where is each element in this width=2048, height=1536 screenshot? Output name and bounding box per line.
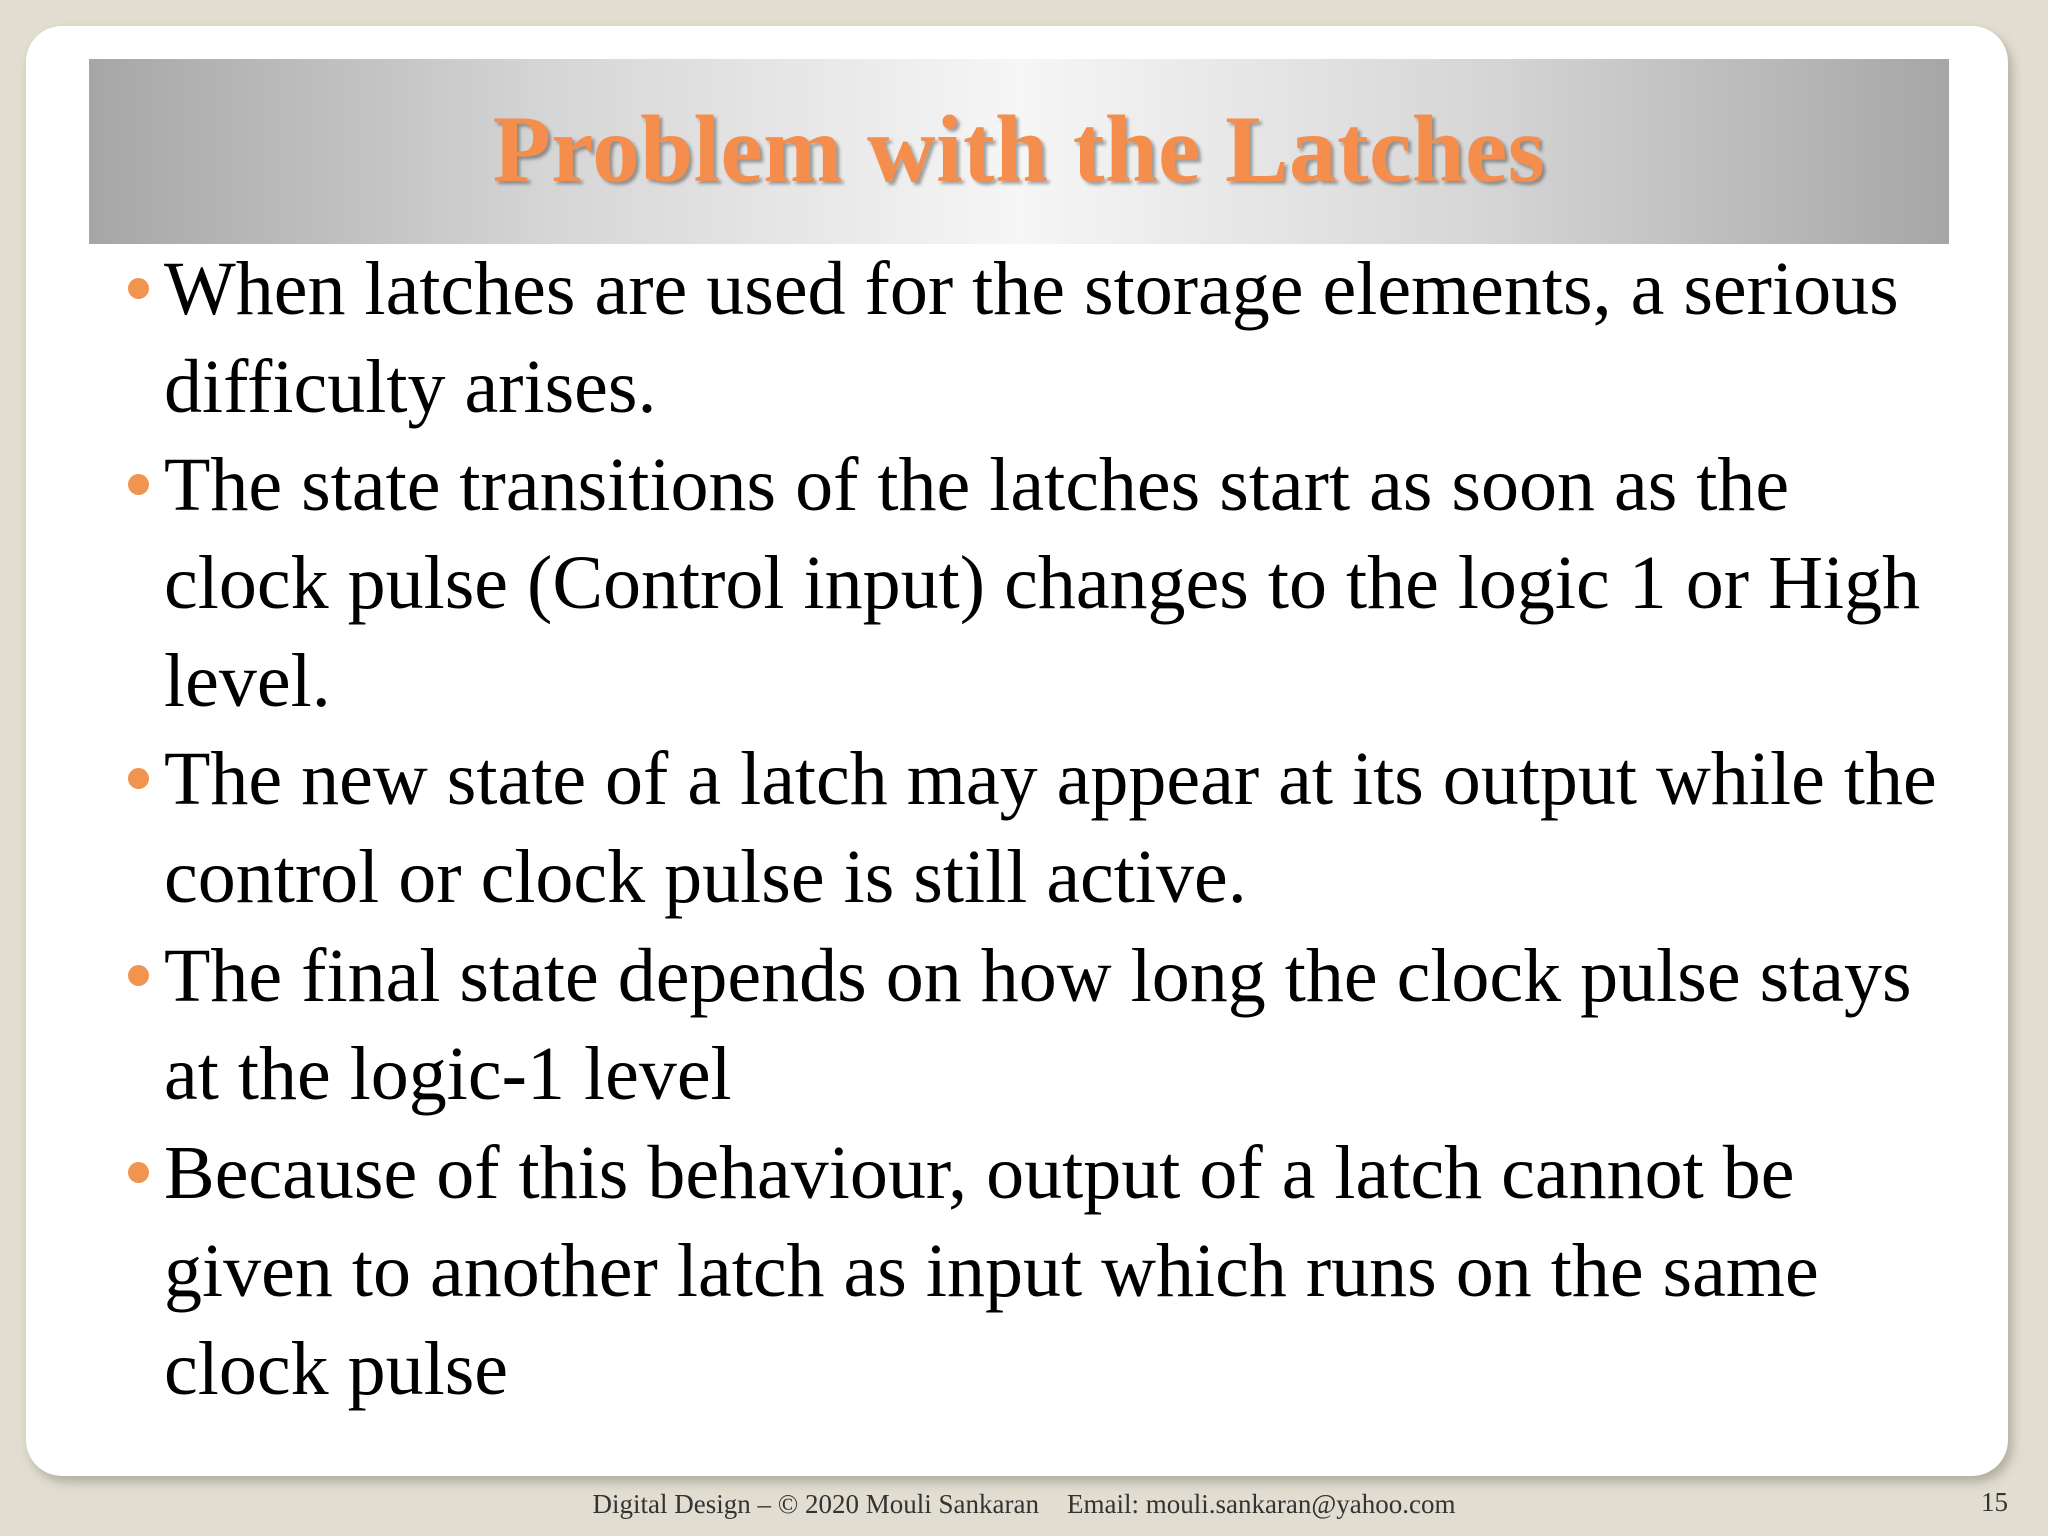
bullet-text-2: The state transitions of the latches start as soon as the clock pulse (Control input) changes to the logic 1 or High level. (164, 443, 1921, 723)
bullet-text-3: The new state of a latch may appear at its output while the control or clock pulse is still active. (164, 737, 1937, 919)
slide-title: Problem with the Latches (492, 96, 1546, 202)
bullet-item-1 (164, 240, 1944, 436)
footer-course: Digital Design – © 2020 Mouli Sankaran (592, 1489, 1039, 1519)
bullet-dot-icon (128, 768, 149, 789)
bullet-text-5: Because of this behaviour, output of a latch cannot be given to another latch as input which runs on the same clock pulse (164, 1131, 1819, 1411)
bullet-dot-icon (128, 278, 149, 299)
bullet-item-2 (164, 436, 1944, 730)
bullet-dot-icon (128, 474, 149, 495)
bullet-text-4: The final state depends on how long the clock pulse stays at the logic-1 level (164, 934, 1912, 1116)
bullet-item-4 (164, 927, 1944, 1123)
bullet-dot-icon (128, 1162, 149, 1183)
page-number: 15 (1981, 1487, 2008, 1517)
title-band (89, 59, 1949, 244)
footer-text (0, 1489, 2048, 1520)
bullet-dot-icon (128, 965, 149, 986)
footer-email: Email: mouli.sankaran@yahoo.com (1066, 1489, 1456, 1519)
bullet-item-5 (164, 1124, 1944, 1418)
bullet-item-3 (164, 730, 1944, 926)
bullet-text-1: When latches are used for the storage elements, a serious difficulty arises. (164, 247, 1899, 429)
